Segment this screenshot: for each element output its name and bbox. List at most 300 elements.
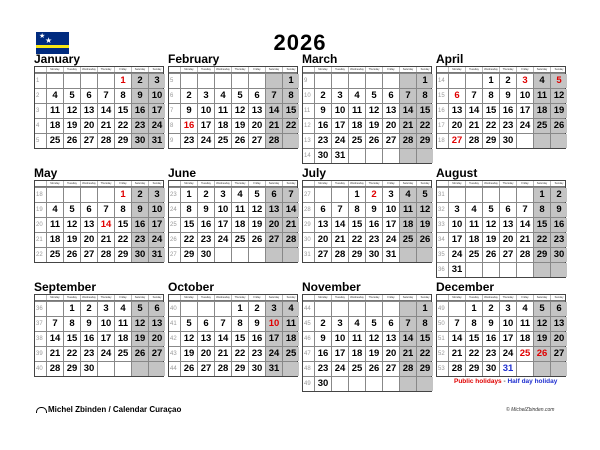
- day-cell: [416, 149, 433, 163]
- day-cell: 30: [314, 377, 331, 391]
- credit-text: Michel Zbinden / Calendar Curaçao: [48, 405, 182, 414]
- day-cell: 16: [248, 332, 265, 346]
- week-row: [169, 232, 297, 247]
- week-number: 16: [438, 108, 445, 114]
- weekday-header: Saturday: [533, 295, 550, 300]
- day-cell: 12: [63, 104, 80, 118]
- week-number: 53: [438, 366, 445, 372]
- week-number: 15: [438, 93, 445, 99]
- day-cell: 28: [465, 134, 482, 148]
- day-cell: [365, 377, 382, 391]
- day-cell: 1: [348, 188, 365, 202]
- week-row: [35, 73, 163, 88]
- day-cell: 27: [197, 362, 214, 376]
- week-row: [437, 361, 565, 376]
- week-number: 34: [438, 237, 445, 243]
- day-cell: 13: [550, 317, 567, 331]
- day-cell: 16: [550, 218, 567, 232]
- day-cell: 14: [399, 104, 416, 118]
- day-cell: 22: [180, 233, 197, 247]
- week-row: [437, 133, 565, 148]
- day-cell: 28: [214, 362, 231, 376]
- day-cell: 26: [365, 134, 382, 148]
- day-cell: 10: [331, 104, 348, 118]
- day-cell: 9: [248, 317, 265, 331]
- day-cell: 30: [131, 248, 148, 262]
- day-cell: 29: [482, 134, 499, 148]
- day-cell: 27: [314, 248, 331, 262]
- day-cell: 26: [231, 134, 248, 148]
- day-cell: 12: [248, 203, 265, 217]
- week-row: [437, 118, 565, 133]
- day-cell: 20: [499, 233, 516, 247]
- day-cell: 12: [63, 218, 80, 232]
- day-cell: 30: [131, 134, 148, 148]
- day-cell: 6: [248, 89, 265, 103]
- day-cell: 13: [197, 332, 214, 346]
- day-cell: 31: [331, 149, 348, 163]
- day-cell: 3: [148, 188, 165, 202]
- day-cell: 30: [550, 248, 567, 262]
- day-cell: 23: [365, 233, 382, 247]
- month-may: [34, 166, 164, 263]
- day-cell: 4: [114, 302, 131, 316]
- week-row: [169, 88, 297, 103]
- day-cell: 18: [399, 218, 416, 232]
- week-row: [437, 73, 565, 88]
- day-cell: 1: [482, 74, 499, 88]
- day-cell: 24: [148, 233, 165, 247]
- day-cell: 3: [448, 203, 465, 217]
- week-row: [35, 361, 163, 376]
- weekday-header: Thursday: [499, 181, 516, 186]
- week-number: 9: [170, 138, 174, 144]
- day-cell: [465, 74, 482, 88]
- week-number: 19: [36, 207, 43, 213]
- day-cell: [282, 134, 299, 148]
- month-grid: [168, 180, 298, 263]
- day-cell: 10: [97, 317, 114, 331]
- week-row: [437, 247, 565, 262]
- day-cell: 8: [533, 203, 550, 217]
- day-cell: 29: [416, 134, 433, 148]
- week-number: 1: [36, 78, 40, 84]
- copyright-icon: [36, 407, 47, 413]
- day-cell: 25: [348, 362, 365, 376]
- day-cell: [180, 302, 197, 316]
- weekday-header: Sunday: [282, 67, 299, 72]
- day-cell: 26: [416, 233, 433, 247]
- day-cell: 25: [348, 134, 365, 148]
- day-cell: 8: [282, 89, 299, 103]
- day-cell: [550, 134, 567, 148]
- day-cell: 10: [448, 218, 465, 232]
- day-cell: 30: [314, 149, 331, 163]
- weekday-header: Saturday: [265, 67, 282, 72]
- week-number: 18: [438, 138, 445, 144]
- week-number: 10: [304, 93, 311, 99]
- day-cell: 18: [533, 104, 550, 118]
- day-cell: 30: [80, 362, 97, 376]
- day-cell: 17: [331, 347, 348, 361]
- month-june: [168, 166, 298, 263]
- day-cell: 29: [348, 248, 365, 262]
- day-cell: 16: [131, 218, 148, 232]
- day-cell: 27: [550, 347, 567, 361]
- day-cell: 21: [465, 119, 482, 133]
- weekday-header: Sunday: [148, 295, 165, 300]
- week-number: 46: [304, 336, 311, 342]
- day-cell: 5: [231, 89, 248, 103]
- day-cell: 11: [114, 317, 131, 331]
- day-cell: 12: [482, 218, 499, 232]
- weekday-header: Saturday: [533, 181, 550, 186]
- calendar-year-title: 2026: [273, 30, 327, 55]
- week-row: [169, 301, 297, 316]
- week-row: [169, 331, 297, 346]
- day-cell: 7: [465, 89, 482, 103]
- day-cell: 17: [97, 332, 114, 346]
- day-cell: 6: [80, 203, 97, 217]
- day-cell: [282, 362, 299, 376]
- week-row: [35, 217, 163, 232]
- day-cell: 13: [448, 104, 465, 118]
- day-cell: 8: [114, 203, 131, 217]
- week-number: 6: [170, 93, 174, 99]
- day-cell: 31: [382, 248, 399, 262]
- day-cell: 17: [197, 119, 214, 133]
- week-row: [169, 73, 297, 88]
- week-row: [437, 103, 565, 118]
- day-cell: [265, 248, 282, 262]
- day-cell: 13: [248, 104, 265, 118]
- week-number: 39: [36, 351, 43, 357]
- week-row: [35, 331, 163, 346]
- day-cell: 21: [97, 119, 114, 133]
- week-row: [303, 331, 431, 346]
- week-row: [35, 316, 163, 331]
- day-cell: [248, 74, 265, 88]
- day-cell: 10: [197, 104, 214, 118]
- day-cell: [516, 188, 533, 202]
- day-cell: [214, 302, 231, 316]
- day-cell: [331, 74, 348, 88]
- weekday-header: Wednesday: [214, 295, 231, 300]
- day-cell: 19: [365, 347, 382, 361]
- day-cell: 30: [499, 134, 516, 148]
- weekday-header: Friday: [114, 295, 131, 300]
- day-cell: 3: [197, 89, 214, 103]
- month-december: [436, 280, 566, 377]
- day-cell: 15: [465, 332, 482, 346]
- week-number: 27: [170, 252, 177, 258]
- day-cell: 13: [80, 104, 97, 118]
- day-cell: 21: [448, 347, 465, 361]
- weekday-header: Thursday: [97, 67, 114, 72]
- day-cell: [365, 302, 382, 316]
- day-cell: 27: [382, 134, 399, 148]
- week-number: 5: [36, 138, 40, 144]
- weekday-header: Wednesday: [348, 181, 365, 186]
- day-cell: 24: [448, 248, 465, 262]
- day-cell: 20: [382, 119, 399, 133]
- day-cell: 25: [114, 347, 131, 361]
- day-cell: 31: [448, 263, 465, 277]
- weekday-header: Wednesday: [80, 181, 97, 186]
- day-cell: 7: [331, 203, 348, 217]
- month-grid: [34, 66, 164, 149]
- weekday-header: Wednesday: [214, 181, 231, 186]
- day-cell: 23: [180, 134, 197, 148]
- day-cell: [499, 263, 516, 277]
- day-cell: 17: [148, 218, 165, 232]
- week-row: [303, 118, 431, 133]
- day-cell: 29: [416, 362, 433, 376]
- weekday-header: Sunday: [282, 181, 299, 186]
- day-cell: 9: [197, 203, 214, 217]
- week-number: 37: [36, 321, 43, 327]
- day-cell: 10: [148, 89, 165, 103]
- day-cell: 19: [416, 218, 433, 232]
- day-cell: 26: [131, 347, 148, 361]
- day-cell: 24: [516, 119, 533, 133]
- week-number: 24: [170, 207, 177, 213]
- weekday-header: Friday: [248, 181, 265, 186]
- day-cell: [382, 377, 399, 391]
- week-row: [169, 118, 297, 133]
- day-cell: 19: [63, 233, 80, 247]
- day-cell: 6: [382, 89, 399, 103]
- day-cell: 12: [416, 203, 433, 217]
- day-cell: 6: [550, 302, 567, 316]
- day-cell: 23: [314, 362, 331, 376]
- day-cell: [465, 188, 482, 202]
- day-cell: 25: [516, 347, 533, 361]
- day-cell: 15: [114, 104, 131, 118]
- day-cell: 27: [80, 134, 97, 148]
- day-cell: [382, 302, 399, 316]
- day-cell: 26: [63, 248, 80, 262]
- week-number: 22: [36, 252, 43, 258]
- day-cell: [231, 248, 248, 262]
- day-cell: 3: [331, 89, 348, 103]
- month-name: May: [34, 166, 58, 180]
- weekday-header: Friday: [114, 181, 131, 186]
- day-cell: 26: [550, 119, 567, 133]
- week-row: [437, 262, 565, 277]
- day-cell: 2: [314, 89, 331, 103]
- week-number: 8: [170, 123, 174, 129]
- week-number: 14: [304, 153, 311, 159]
- day-cell: 27: [265, 233, 282, 247]
- day-cell: 20: [265, 218, 282, 232]
- day-cell: [348, 74, 365, 88]
- day-cell: 9: [314, 332, 331, 346]
- weekday-header: Sunday: [416, 181, 433, 186]
- day-cell: 14: [282, 203, 299, 217]
- day-cell: 15: [63, 332, 80, 346]
- day-cell: 23: [80, 347, 97, 361]
- month-name: December: [436, 280, 495, 294]
- weekday-header: Monday: [314, 181, 331, 186]
- month-name: August: [436, 166, 478, 180]
- week-number: 36: [36, 306, 43, 312]
- day-cell: 7: [265, 89, 282, 103]
- week-row: [303, 361, 431, 376]
- weekday-header: Sunday: [282, 295, 299, 300]
- day-cell: 25: [46, 248, 63, 262]
- weekday-header: Saturday: [265, 295, 282, 300]
- week-number: 18: [36, 192, 43, 198]
- month-july: [302, 166, 432, 263]
- day-cell: 25: [533, 119, 550, 133]
- week-row: [35, 346, 163, 361]
- day-cell: 14: [399, 332, 416, 346]
- day-cell: 24: [331, 362, 348, 376]
- day-cell: [448, 188, 465, 202]
- day-cell: 22: [63, 347, 80, 361]
- day-cell: 31: [148, 134, 165, 148]
- day-cell: 20: [314, 233, 331, 247]
- day-cell: 19: [533, 332, 550, 346]
- day-cell: 18: [214, 119, 231, 133]
- day-cell: [331, 377, 348, 391]
- day-cell: 5: [365, 89, 382, 103]
- day-cell: 9: [550, 203, 567, 217]
- day-cell: 11: [282, 317, 299, 331]
- day-cell: 13: [499, 218, 516, 232]
- day-cell: 14: [265, 104, 282, 118]
- weekday-header: Sunday: [416, 295, 433, 300]
- week-number: 14: [438, 78, 445, 84]
- day-cell: 14: [516, 218, 533, 232]
- day-cell: 17: [331, 119, 348, 133]
- day-cell: 1: [114, 188, 131, 202]
- weekday-header: Thursday: [499, 295, 516, 300]
- day-cell: [214, 74, 231, 88]
- day-cell: 30: [365, 248, 382, 262]
- weekday-header: Saturday: [131, 67, 148, 72]
- week-number: 44: [170, 366, 177, 372]
- weekday-header: Saturday: [131, 181, 148, 186]
- day-cell: 6: [382, 317, 399, 331]
- month-grid: [436, 294, 566, 377]
- day-cell: [550, 362, 567, 376]
- week-number: 35: [438, 252, 445, 258]
- weekday-header: Monday: [46, 67, 63, 72]
- week-row: [437, 88, 565, 103]
- week-row: [437, 346, 565, 361]
- day-cell: 15: [114, 218, 131, 232]
- week-number: 2: [36, 93, 40, 99]
- day-cell: 9: [131, 203, 148, 217]
- legend-separator: -: [503, 378, 506, 385]
- week-row: [169, 133, 297, 148]
- day-cell: 15: [416, 332, 433, 346]
- day-cell: [348, 377, 365, 391]
- day-cell: 5: [248, 188, 265, 202]
- week-number: 40: [170, 306, 177, 312]
- day-cell: 26: [365, 362, 382, 376]
- day-cell: 7: [97, 89, 114, 103]
- day-cell: 16: [314, 119, 331, 133]
- day-cell: 10: [382, 203, 399, 217]
- day-cell: 9: [482, 317, 499, 331]
- day-cell: [533, 134, 550, 148]
- week-number: 12: [304, 123, 311, 129]
- week-row: [303, 316, 431, 331]
- day-cell: [265, 74, 282, 88]
- day-cell: 17: [516, 104, 533, 118]
- day-cell: 5: [550, 74, 567, 88]
- day-cell: 13: [148, 317, 165, 331]
- week-number: 42: [170, 336, 177, 342]
- day-cell: 2: [365, 188, 382, 202]
- weekday-header: Tuesday: [197, 67, 214, 72]
- month-grid: [34, 294, 164, 377]
- weekday-header: Tuesday: [331, 181, 348, 186]
- day-cell: 15: [231, 332, 248, 346]
- day-cell: [46, 302, 63, 316]
- day-cell: 20: [148, 332, 165, 346]
- day-cell: 2: [80, 302, 97, 316]
- day-cell: 4: [282, 302, 299, 316]
- month-grid: [168, 66, 298, 149]
- day-cell: 11: [231, 203, 248, 217]
- day-cell: 11: [214, 104, 231, 118]
- day-cell: 7: [516, 203, 533, 217]
- week-number: 31: [304, 252, 311, 258]
- day-cell: 2: [482, 302, 499, 316]
- week-number: 17: [438, 123, 445, 129]
- day-cell: 2: [248, 302, 265, 316]
- weekday-header: Saturday: [399, 295, 416, 300]
- day-cell: 2: [197, 188, 214, 202]
- week-row: [169, 187, 297, 202]
- day-cell: 13: [382, 104, 399, 118]
- week-number: 21: [36, 237, 43, 243]
- day-cell: 6: [265, 188, 282, 202]
- day-cell: 4: [348, 89, 365, 103]
- day-cell: [331, 188, 348, 202]
- weekday-header: Monday: [46, 181, 63, 186]
- day-cell: 28: [331, 248, 348, 262]
- day-cell: 12: [533, 317, 550, 331]
- day-cell: 12: [550, 89, 567, 103]
- weekday-header: Wednesday: [214, 67, 231, 72]
- weekday-header: Tuesday: [465, 67, 482, 72]
- legend-public-holidays: Public holidays: [454, 378, 502, 385]
- week-row: [303, 301, 431, 316]
- day-cell: 12: [231, 104, 248, 118]
- week-row: [35, 187, 163, 202]
- day-cell: 5: [63, 89, 80, 103]
- weekday-header: Wednesday: [348, 295, 365, 300]
- day-cell: 17: [499, 332, 516, 346]
- month-grid: [302, 294, 432, 392]
- month-october: [168, 280, 298, 377]
- weekday-header: Sunday: [550, 295, 567, 300]
- weekday-header: Sunday: [148, 181, 165, 186]
- day-cell: 11: [516, 317, 533, 331]
- day-cell: 14: [46, 332, 63, 346]
- month-name: June: [168, 166, 197, 180]
- day-cell: 2: [550, 188, 567, 202]
- month-grid: [34, 180, 164, 263]
- day-cell: [214, 248, 231, 262]
- week-row: [169, 316, 297, 331]
- day-cell: 8: [231, 317, 248, 331]
